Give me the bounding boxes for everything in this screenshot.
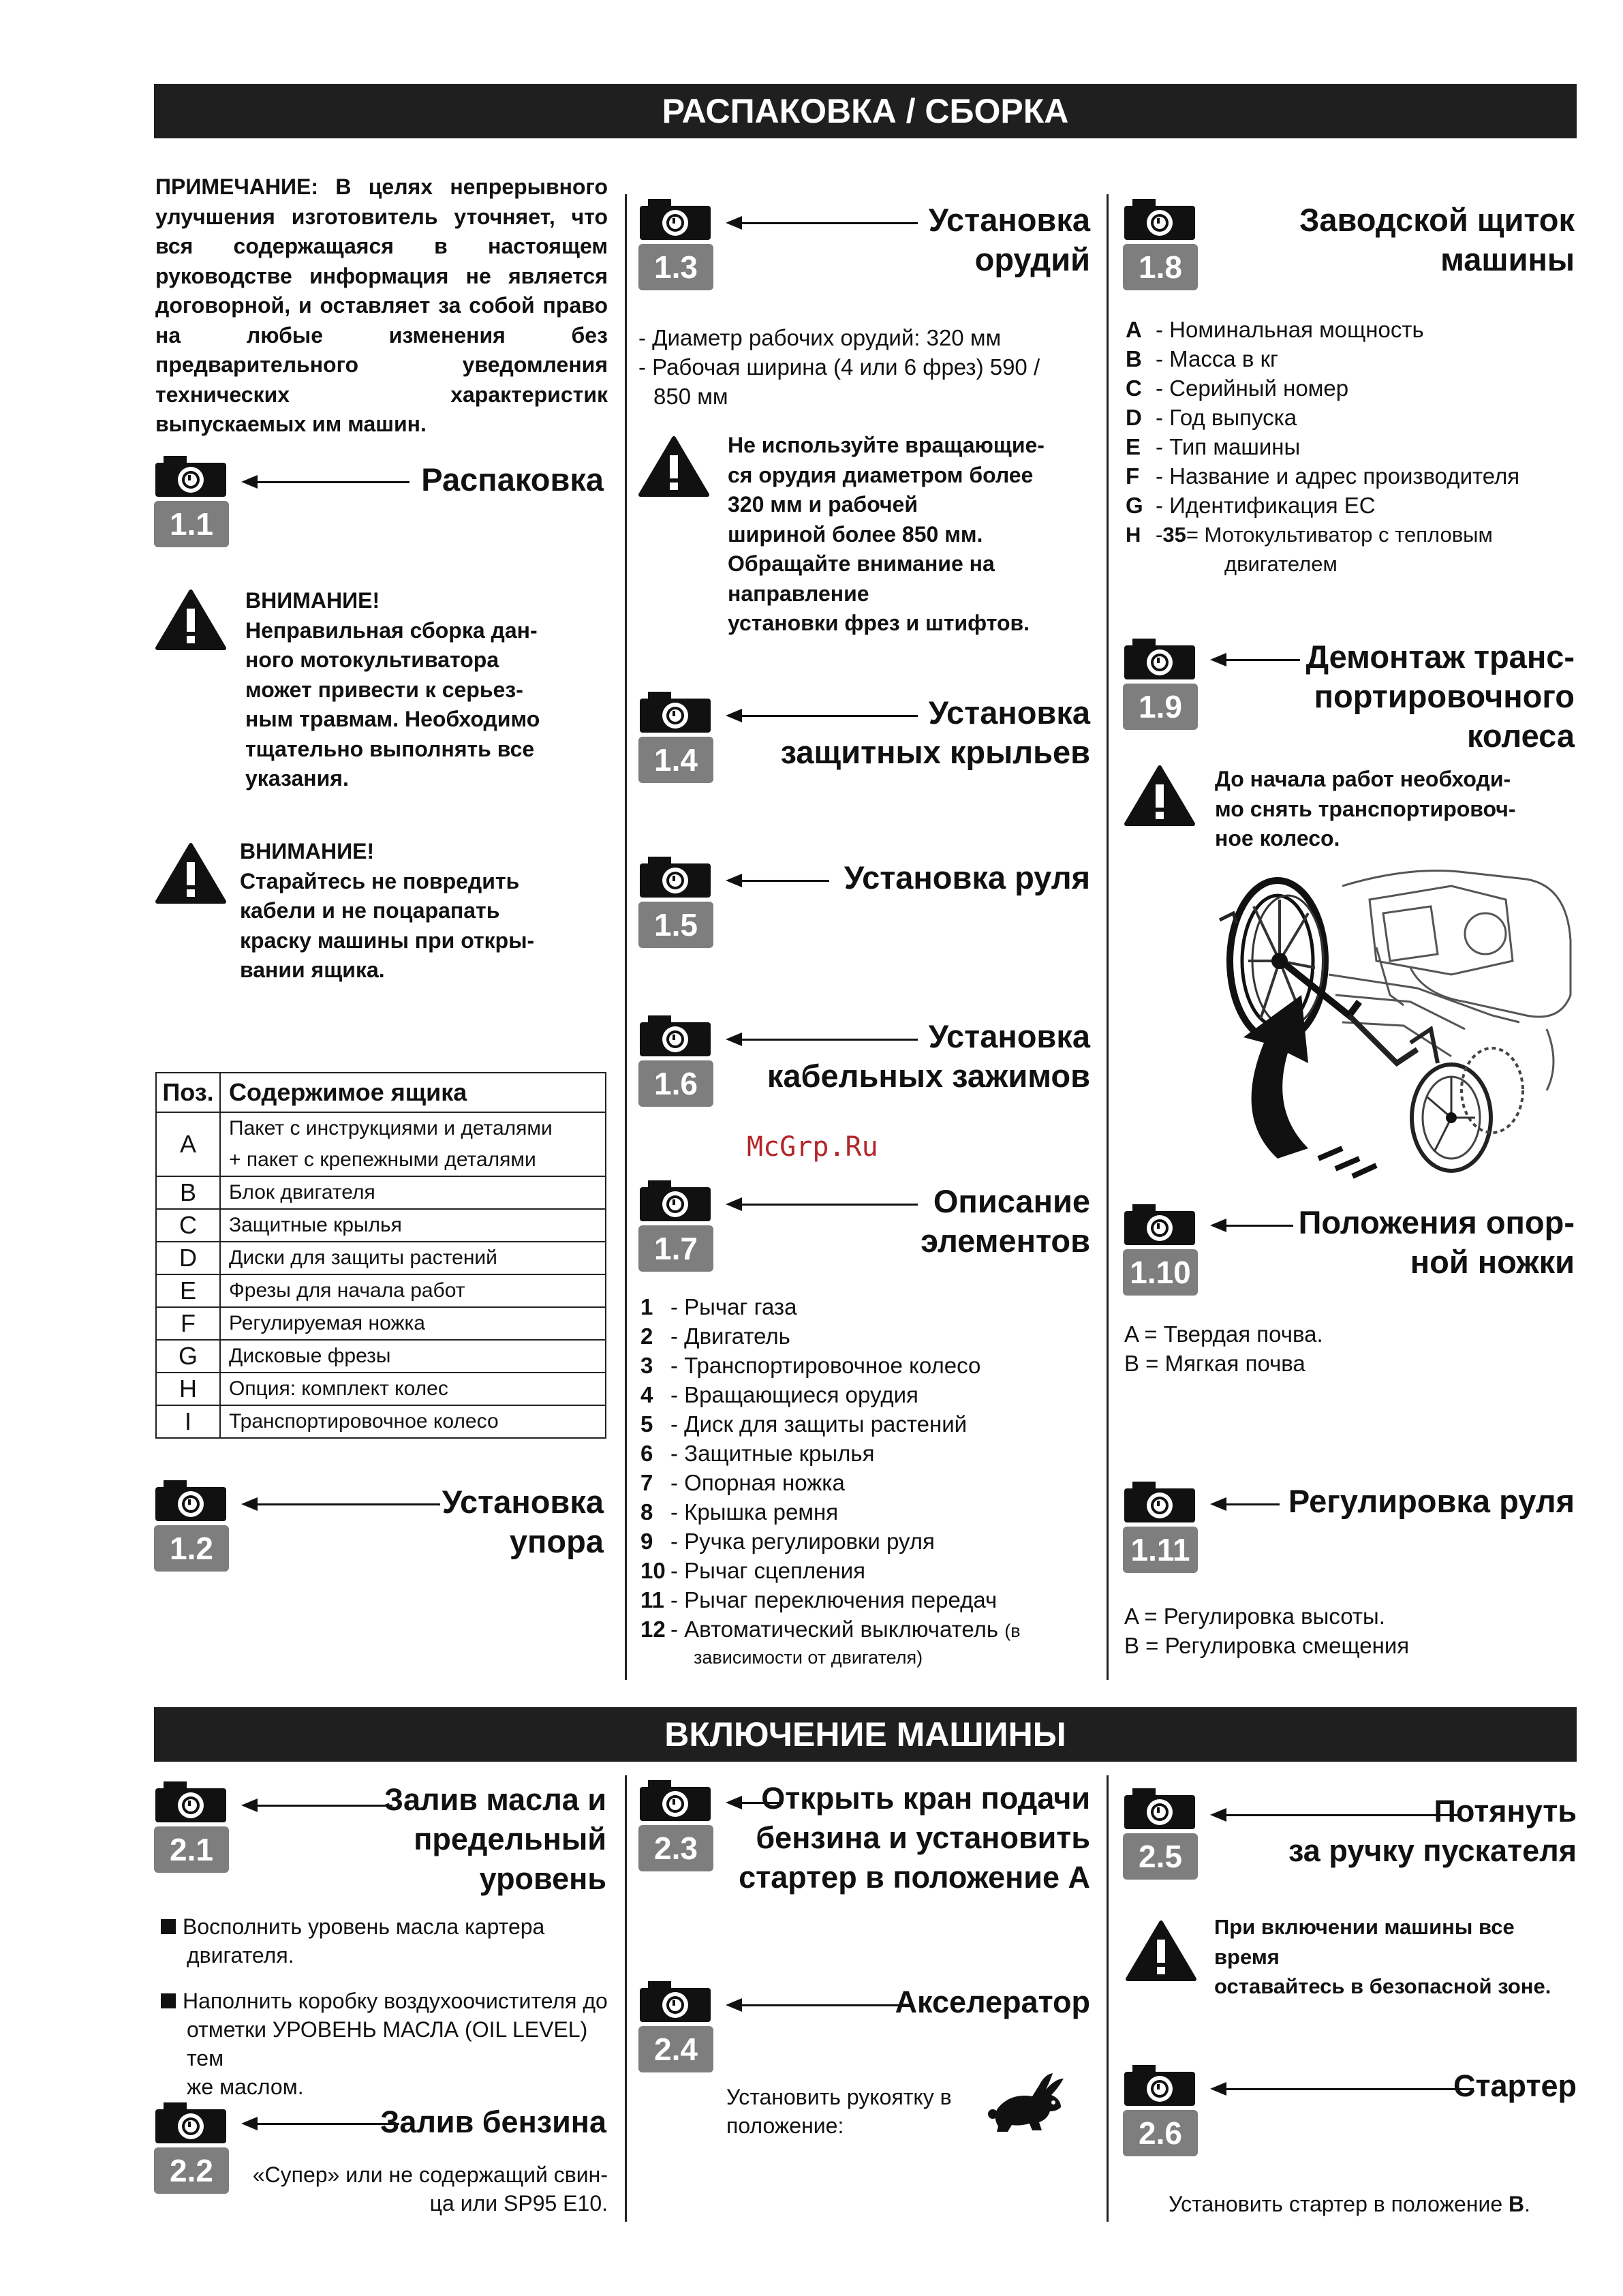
starter-instruction: Установить стартер в положение B. [1168, 2192, 1530, 2216]
ref-1-2 [154, 1479, 604, 1581]
camera-icon [638, 855, 712, 899]
list-item: B - Масса в кг [1126, 346, 1279, 371]
camera-icon [1123, 1480, 1196, 1524]
table-row: B Блок двигателя [156, 1176, 606, 1209]
column-divider [625, 194, 627, 1680]
list-item: 1 - Рычаг газа [640, 1294, 797, 1319]
list-item: 4 - Вращающиеся орудия [640, 1382, 918, 1407]
ref-1-7 [638, 1179, 1090, 1281]
warning-text: До начала работ необходи- мо снять транспортировоч- ное колесо. [1215, 767, 1516, 851]
ref-1-8 [1123, 198, 1575, 300]
accelerator-instruction: Установить рукоятку в положение: [726, 2085, 952, 2138]
element-list [640, 1292, 1097, 1669]
camera-icon [1123, 1203, 1196, 1246]
support-foot-legend: A = Твердая почва. B = Мягкая почва [1124, 1321, 1323, 1376]
warning-icon [638, 436, 709, 498]
camera-icon [638, 198, 712, 241]
pointer-arrow [256, 481, 409, 483]
camera-icon [154, 2101, 228, 2145]
pointer-arrow [256, 1805, 392, 1807]
ref-title: Описание элементов [921, 1183, 1090, 1259]
ref-number-badge: 1.3 [638, 244, 713, 290]
transport-wheel-illustration [1206, 859, 1574, 1179]
section-banner-unpacking: РАСПАКОВКА / СБОРКА [154, 84, 1577, 138]
table-row: D Диски для защиты растений [156, 1242, 606, 1274]
pointer-arrow [1225, 1503, 1280, 1505]
list-item: 9 - Ручка регулировки руля [640, 1529, 935, 1554]
ref-title: Заводской щиток машины [1299, 202, 1575, 277]
ref-title: Потянуть за ручку пускателя [1288, 1794, 1577, 1868]
list-item: D - Год выпуска [1126, 405, 1297, 430]
ref-title: Акселератор [895, 1985, 1090, 2019]
camera-icon [1123, 637, 1196, 681]
ref-title: Установка кабельных зажимов [767, 1018, 1090, 1094]
camera-icon [154, 1479, 228, 1522]
list-item: 7 - Опорная ножка [640, 1470, 845, 1495]
bullet-square [161, 1919, 176, 1934]
warning-text: ВНИМАНИЕ! Неправильная сборка дан- ного мотокультиватора может привести к серьез- ным травмам. Необходимо тщательно выполнять все указания. [245, 588, 540, 791]
oil-instruction-2: Наполнить коробку воздухоочистителя до отметки УРОВЕНЬ МАСЛА (OIL LEVEL) тем же маслом. [161, 1987, 610, 2101]
list-item: 6 - Защитные крылья [640, 1441, 875, 1466]
list-item: F - Название и адрес производителя [1126, 463, 1520, 489]
warning-text: ВНИМАНИЕ! Старайтесь не повредить кабели и не поцарапать краску машины при откры- вании ящика. [240, 839, 535, 982]
ref-title: Стартер [1453, 2068, 1577, 2103]
camera-icon [154, 455, 228, 498]
camera-icon [638, 1779, 712, 1822]
ref-1-6 [638, 1014, 1090, 1116]
ref-1-3 [638, 198, 1090, 300]
ref-title: Распаковка [421, 461, 604, 498]
pointer-arrow [256, 2123, 399, 2125]
ref-title: Установка руля [844, 859, 1090, 896]
ref-number-badge: 1.5 [638, 902, 713, 948]
camera-icon [1123, 198, 1196, 241]
ref-title: Положения опор- ной ножки [1298, 1204, 1575, 1280]
ref-1-11 [1123, 1480, 1575, 1582]
pointer-arrow [1225, 1225, 1293, 1227]
camera-icon [638, 1014, 712, 1058]
box-contents-table [155, 1072, 606, 1439]
ref-title: Установка упора [442, 1484, 604, 1559]
tools-spec: - Диаметр рабочих орудий: 320 мм - Рабочая ширина (4 или 6 фрез) 590 / 850 мм [638, 325, 1040, 409]
pointer-arrow [741, 2004, 911, 2006]
ref-number-badge: 2.4 [638, 2026, 713, 2072]
ref-1-4 [638, 690, 1090, 793]
warning-text: Не используйте вращающие- ся орудия диаметром более 320 мм и рабочей шириной более 850 мм. Обращайте внимание на направление установки фрез и штифтов. [728, 433, 1045, 635]
ref-2-5 [1123, 1787, 1577, 1889]
table-row: C Защитные крылья [156, 1209, 606, 1242]
pointer-arrow [741, 880, 829, 882]
table-row: E Фрезы для начала работ [156, 1274, 606, 1307]
ref-2-6 [1123, 2064, 1577, 2166]
warning-icon [155, 843, 226, 904]
camera-icon [638, 690, 712, 734]
ref-title: Залив бензина [380, 2104, 606, 2139]
rabbit-icon [985, 2072, 1070, 2137]
list-item-note: двигателем [1224, 552, 1338, 576]
ref-number-badge: 2.1 [154, 1826, 229, 1873]
ref-number-badge: 2.2 [154, 2147, 229, 2194]
ref-1-9 [1123, 637, 1575, 774]
watermark: McGrp.Ru [747, 1131, 878, 1163]
ref-title: Установка защитных крыльев [780, 694, 1090, 770]
ref-2-4 [638, 1980, 1090, 2082]
ref-number-badge: 1.8 [1123, 244, 1198, 290]
table-row: H Опция: комплект колес [156, 1373, 606, 1405]
section-banner-startup: ВКЛЮЧЕНИЕ МАШИНЫ [154, 1707, 1577, 1762]
list-item: A - Номинальная мощность [1126, 317, 1424, 342]
column-divider [1107, 1775, 1109, 2222]
ref-1-1 [154, 455, 604, 557]
warning-icon [1124, 765, 1195, 827]
camera-icon [638, 1179, 712, 1223]
pointer-arrow [1225, 659, 1300, 661]
warning-icon [155, 590, 226, 651]
ref-title: Залив масла и предельный уровень [384, 1782, 606, 1896]
list-item: 11 - Рычаг переключения передач [640, 1587, 998, 1612]
table-row: A Пакет с инструкциями и деталями + пакет с крепежными деталями [156, 1112, 606, 1176]
warning-icon [1126, 1920, 1196, 1982]
list-item: G - Идентификация ЕС [1126, 493, 1376, 518]
ref-number-badge: 1.9 [1123, 684, 1198, 730]
bullet-square [161, 1993, 176, 2008]
note-paragraph: ПРИМЕЧАНИЕ: В целях непрерывного улучшения изготовитель уточняет, что вся содержащаяся в настоящем руководстве информация не является договорной, и оставляет за собой право на любые изменения без предварительного уведомления технических характеристик выпускаемых им машин. [155, 174, 608, 436]
ref-number-badge: 1.10 [1123, 1249, 1198, 1296]
list-item: C - Серийный номер [1126, 376, 1349, 401]
table-row: F Регулируемая ножка [156, 1307, 606, 1340]
ref-number-badge: 1.1 [154, 501, 229, 547]
ref-number-badge: 1.6 [638, 1060, 713, 1107]
column-divider [625, 1775, 627, 2222]
list-item: H - 35 = Мотокультиватор с тепловым [1126, 523, 1493, 547]
warning-text: При включении машины все время оставайтесь в безопасной зоне. [1214, 1915, 1551, 1998]
list-item: 3 - Транспортировочное колесо [640, 1353, 981, 1378]
ref-2-1 [154, 1780, 606, 1910]
pointer-arrow [741, 222, 918, 224]
list-item-note: зависимости от двигателя) [694, 1647, 923, 1668]
list-item: E - Тип машины [1126, 434, 1301, 459]
ref-number-badge: 1.4 [638, 737, 713, 783]
ref-number-badge: 1.2 [154, 1525, 229, 1572]
table-row: G Дисковые фрезы [156, 1340, 606, 1373]
ref-number-badge: 1.11 [1123, 1527, 1198, 1573]
ref-number-badge: 2.5 [1123, 1833, 1198, 1880]
ref-number-badge: 1.7 [638, 1225, 713, 1272]
list-item: 2 - Двигатель [640, 1323, 790, 1349]
camera-icon [154, 1780, 228, 1824]
list-item: 8 - Крышка ремня [640, 1499, 839, 1525]
ref-2-3 [638, 1779, 1090, 1915]
list-item: 10 - Рычаг сцепления [640, 1558, 866, 1583]
ref-title: Открыть кран подачи бензина и установить стартер в положение A [739, 1781, 1090, 1895]
camera-icon [1123, 1787, 1196, 1831]
ref-number-badge: 2.3 [638, 1825, 713, 1871]
plate-legend [1126, 315, 1589, 579]
table-header: Поз. [156, 1073, 220, 1112]
ref-title: Установка орудий [928, 202, 1090, 277]
column-divider [1107, 194, 1109, 1680]
pointer-arrow [256, 1503, 440, 1505]
camera-icon [1123, 2064, 1196, 2107]
ref-number-badge: 2.6 [1123, 2110, 1198, 2156]
handle-adjust-legend: A = Регулировка высоты. B = Регулировка смещения [1124, 1604, 1410, 1658]
ref-1-5 [638, 855, 1090, 958]
ref-1-10 [1123, 1203, 1575, 1305]
ref-title: Демонтаж транс- портировочного колеса [1305, 639, 1575, 754]
oil-instruction-1: Восполнить уровень масла картера двигателя. [161, 1912, 610, 1970]
fuel-spec: «Супер» или не содержащий свин- ца или SP95 E10. [252, 2162, 608, 2216]
table-header: Содержимое ящика [220, 1073, 606, 1112]
list-item: 5 - Диск для защиты растений [640, 1411, 968, 1437]
ref-title: Регулировка руля [1288, 1483, 1575, 1519]
table-row: I Транспортировочное колесо [156, 1405, 606, 1438]
pointer-arrow [741, 1204, 918, 1206]
camera-icon [638, 1980, 712, 2023]
list-item: 12 - Автоматический выключатель (в [640, 1617, 1021, 1642]
pointer-arrow [1225, 2088, 1474, 2090]
